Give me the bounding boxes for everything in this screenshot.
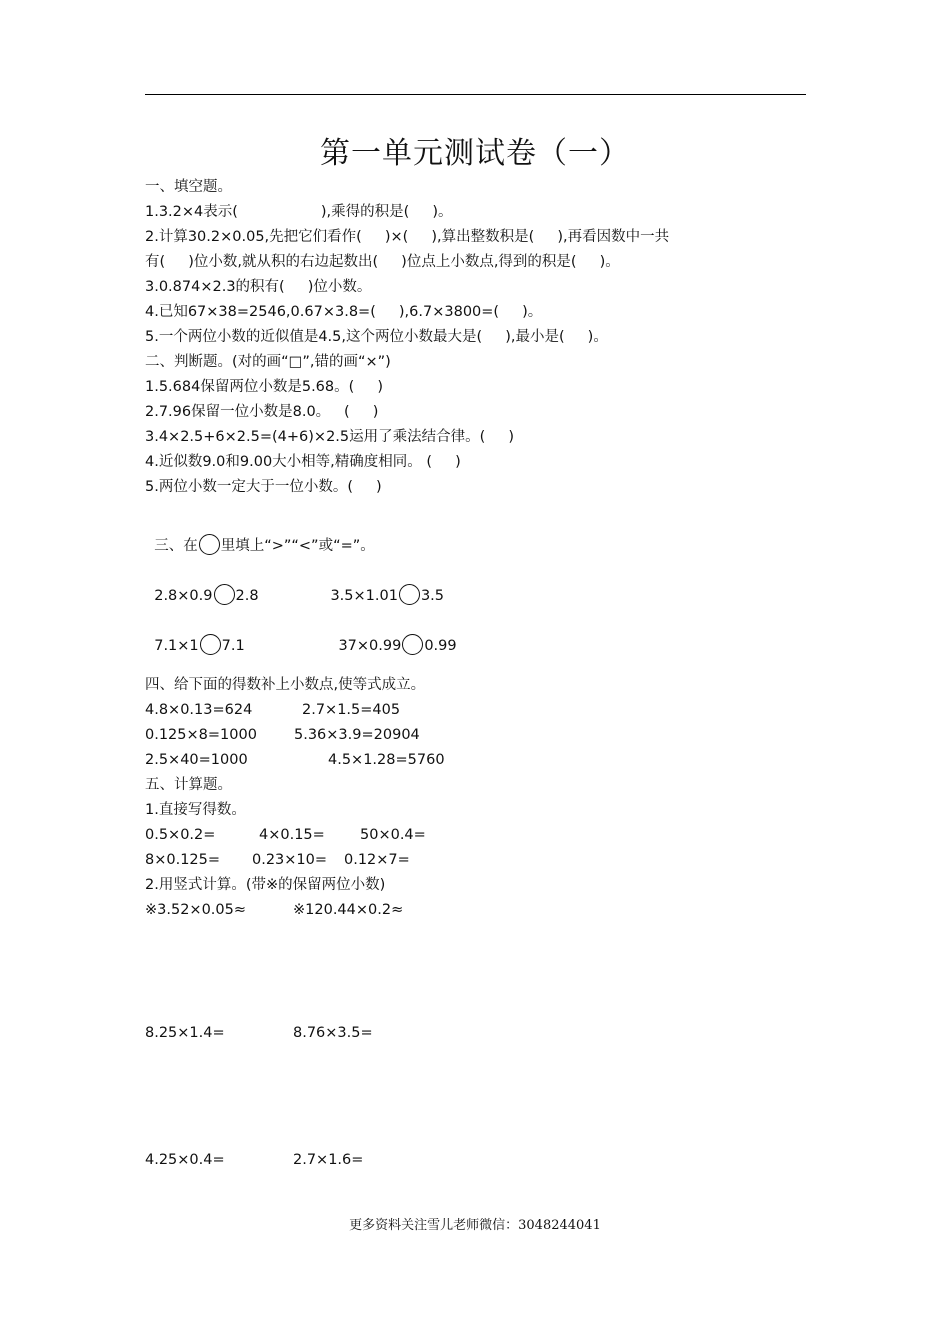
section-4-heading: 四、给下面的得数补上小数点,使等式成立。	[145, 677, 426, 693]
s4-r3a: 2.5×40=1000	[145, 752, 248, 768]
s5-v5: 4.25×0.4=	[145, 1152, 225, 1168]
s3-r2a-right: 7.1	[221, 638, 245, 654]
s2-question-1: 1.5.684保留两位小数是5.68。( )	[145, 379, 383, 395]
s3-row-1	[145, 566, 745, 623]
compare-circle-1[interactable]	[214, 584, 235, 605]
s2-question-4: 4.近似数9.0和9.00大小相等,精确度相同。 ( )	[145, 454, 461, 470]
s4-r2b: 5.36×3.9=20904	[294, 727, 420, 743]
s3-row-2	[145, 616, 745, 673]
section-2-heading: 二、判断题。(对的画“□”,错的画“×”)	[145, 354, 391, 370]
s5-d4: 8×0.125=	[145, 852, 221, 868]
circle-icon	[199, 534, 220, 555]
s2-question-2: 2.7.96保留一位小数是8.0。 ( )	[145, 404, 379, 420]
s5-sub-1: 1.直接写得数。	[145, 802, 246, 818]
s1-question-4: 4.已知67×38=2546,0.67×3.8=( ),6.7×3800=( )。	[145, 304, 543, 320]
s1-question-2a: 2.计算30.2×0.05,先把它们看作( )×( ),算出整数积是( ),再看因数中一共	[145, 229, 670, 245]
s3-heading-post: 里填上“>”“<”或“=”。	[220, 538, 375, 554]
s5-v4: 8.76×3.5=	[293, 1025, 373, 1041]
s3-r2b-left: 37×0.99	[338, 638, 402, 654]
section-5-heading: 五、计算题。	[145, 777, 232, 793]
page-title: 第一单元测试卷（一）	[320, 136, 630, 171]
s1-question-3: 3.0.874×2.3的积有( )位小数。	[145, 279, 372, 295]
s5-sub-2: 2.用竖式计算。(带※的保留两位小数)	[145, 877, 386, 893]
compare-circle-2[interactable]	[399, 584, 420, 605]
compare-circle-4[interactable]	[402, 634, 423, 655]
s4-r3b: 4.5×1.28=5760	[328, 752, 445, 768]
s4-r1b: 2.7×1.5=405	[302, 702, 401, 718]
s5-v3: 8.25×1.4=	[145, 1025, 225, 1041]
s5-v1: ※3.52×0.05≈	[145, 902, 247, 918]
s3-r1a-right: 2.8	[235, 588, 259, 604]
s3-r1b-right: 3.5	[420, 588, 444, 604]
s5-d2: 4×0.15=	[259, 827, 325, 843]
section-3-heading	[145, 516, 375, 555]
compare-circle-3[interactable]	[200, 634, 221, 655]
s1-question-1: 1.3.2×4表示( ),乘得的积是( )。	[145, 204, 453, 220]
s5-v2: ※120.44×0.2≈	[293, 902, 404, 918]
s3-r1a-left: 2.8×0.9	[154, 588, 213, 604]
s3-r2b-right: 0.99	[424, 638, 457, 654]
s2-question-5: 5.两位小数一定大于一位小数。( )	[145, 479, 382, 495]
s5-d3: 50×0.4=	[360, 827, 426, 843]
footer-note: 更多资料关注雪儿老师微信：3048244041	[349, 1218, 601, 1233]
s4-r1a: 4.8×0.13=624	[145, 702, 253, 718]
s5-d6: 0.12×7=	[344, 852, 410, 868]
s3-heading-pre: 三、在	[154, 538, 198, 554]
s5-d5: 0.23×10=	[252, 852, 328, 868]
s5-v6: 2.7×1.6=	[293, 1152, 364, 1168]
s4-r2a: 0.125×8=1000	[145, 727, 257, 743]
s2-question-3: 3.4×2.5+6×2.5=(4+6)×2.5运用了乘法结合律。( )	[145, 429, 514, 445]
header-rule	[145, 94, 806, 95]
s3-r2a-left: 7.1×1	[154, 638, 199, 654]
s1-question-2b: 有( )位小数,就从积的右边起数出( )位点上小数点,得到的积是( )。	[145, 254, 620, 270]
s1-question-5: 5.一个两位小数的近似值是4.5,这个两位小数最大是( ),最小是( )。	[145, 329, 608, 345]
s5-d1: 0.5×0.2=	[145, 827, 216, 843]
s3-r1b-left: 3.5×1.01	[330, 588, 398, 604]
section-1-heading: 一、填空题。	[145, 179, 232, 195]
